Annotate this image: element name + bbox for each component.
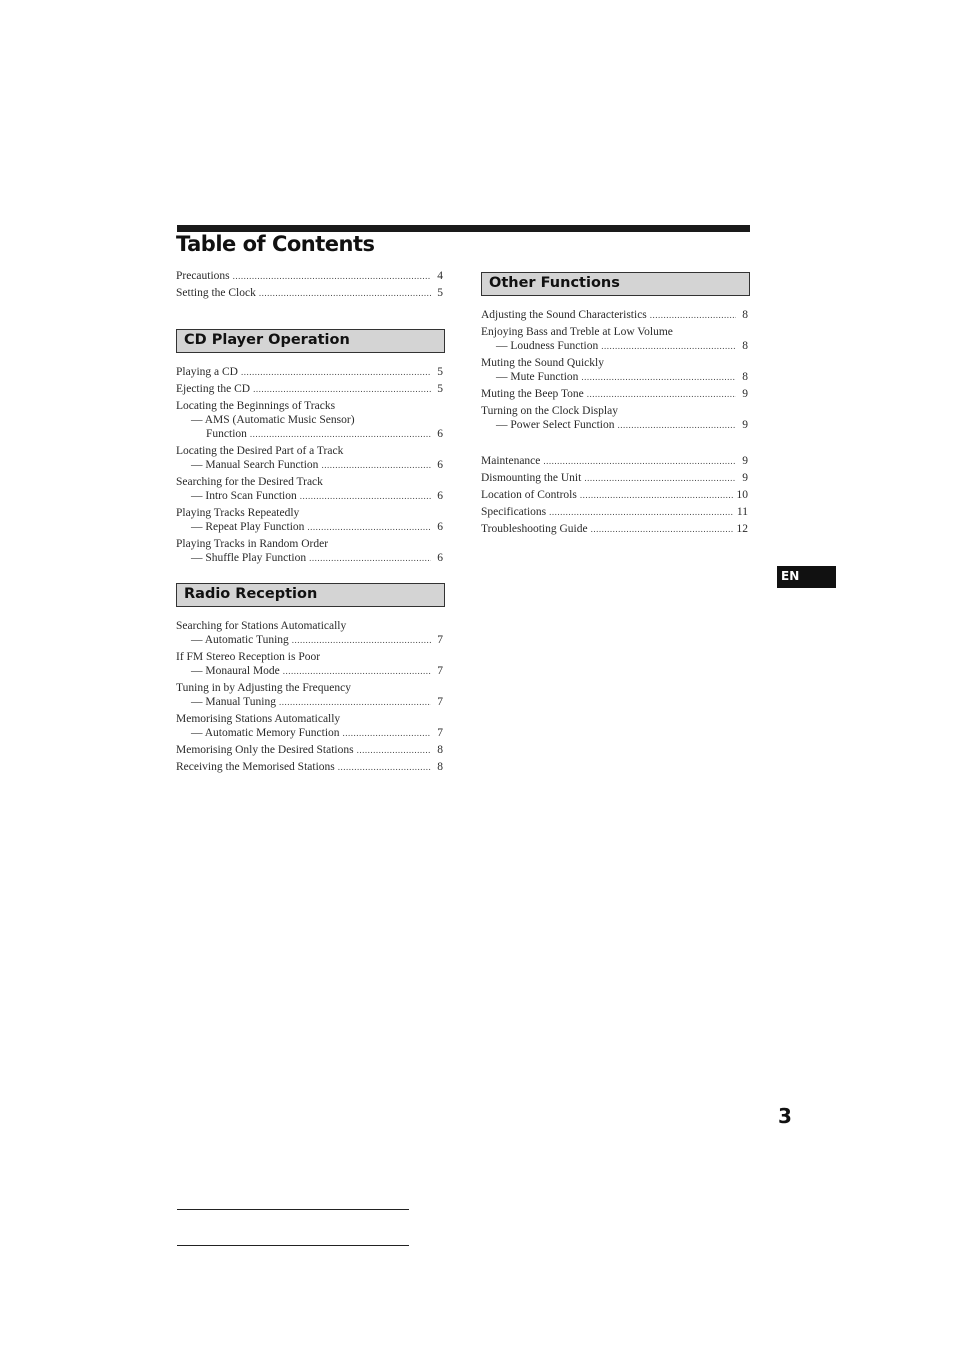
toc-entry	[176, 382, 445, 396]
toc-entry-text: Location of Controls	[481, 489, 577, 501]
toc-page-number: 10	[736, 489, 748, 501]
toc-page-number: 9	[742, 388, 748, 400]
toc-line	[176, 551, 445, 565]
toc-entry-text: Playing Tracks in Random Order	[176, 538, 329, 550]
toc-entry	[481, 387, 750, 401]
toc-entry	[176, 475, 445, 503]
toc-entry	[481, 522, 750, 536]
title-rule	[177, 225, 750, 232]
section-cd-player	[176, 329, 445, 568]
dot-leader	[357, 743, 431, 757]
toc-entry	[481, 488, 750, 502]
toc-entry-text: If FM Stereo Reception is Poor	[176, 651, 321, 663]
dot-leader	[279, 695, 431, 709]
toc-page-number: 8	[742, 371, 748, 383]
toc-line	[481, 308, 750, 322]
toc-page-number: 9	[742, 472, 748, 484]
toc-entry	[176, 681, 445, 709]
toc-line	[176, 489, 445, 503]
toc-page-number: 8	[437, 761, 443, 773]
toc-line	[176, 633, 445, 647]
toc-page-number: 7	[437, 634, 443, 646]
toc-page-number: 4	[437, 270, 443, 282]
toc-line	[481, 471, 750, 485]
toc-entry	[481, 404, 750, 432]
toc-entry-text: — Shuffle Play Function	[191, 552, 307, 564]
toc-entry-text: Searching for the Desired Track	[176, 476, 323, 488]
dot-leader	[618, 418, 737, 432]
dot-leader	[307, 520, 431, 534]
toc-entry-text: — Automatic Memory Function	[191, 727, 340, 739]
section-other-functions	[481, 272, 750, 435]
toc-page-number: 8	[437, 744, 443, 756]
toc-entry-text: — Loudness Function	[496, 340, 599, 352]
dot-leader	[233, 269, 431, 283]
dot-leader	[587, 387, 736, 401]
toc-entry-text: Muting the Sound Quickly	[481, 357, 604, 369]
dot-leader	[309, 551, 431, 565]
toc-line	[176, 382, 445, 396]
dot-leader	[543, 454, 736, 468]
toc-line	[481, 454, 750, 468]
toc-entry	[176, 269, 445, 283]
toc-entry	[481, 454, 750, 468]
toc-page-number: 9	[742, 455, 748, 467]
dot-leader	[253, 382, 431, 396]
toc-line	[481, 488, 750, 502]
toc-line	[176, 726, 445, 740]
toc-entry-text: — AMS (Automatic Music Sensor)	[191, 414, 355, 426]
section-heading-other: Other Functions	[481, 272, 750, 296]
toc-entry-text: — Intro Scan Function	[191, 490, 297, 502]
toc-line	[481, 522, 750, 536]
toc-cd-list	[176, 365, 445, 565]
toc-line	[481, 370, 750, 384]
dot-leader	[591, 522, 734, 536]
section-heading-cd-player: CD Player Operation	[176, 329, 445, 353]
toc-entry	[176, 760, 445, 774]
toc-page-number: 11	[736, 506, 748, 518]
dot-leader	[250, 427, 431, 441]
dot-leader	[292, 633, 431, 647]
toc-entry	[481, 471, 750, 485]
toc-page-number: 8	[742, 340, 748, 352]
toc-entry	[176, 743, 445, 757]
toc-entry-text: Setting the Clock	[176, 287, 256, 299]
toc-line	[176, 365, 445, 379]
section-radio	[176, 583, 445, 777]
toc-entry	[176, 506, 445, 534]
toc-entry	[176, 537, 445, 565]
toc-entry-text: Tuning in by Adjusting the Frequency	[176, 682, 351, 694]
toc-line	[481, 387, 750, 401]
toc-page-number: 5	[437, 287, 443, 299]
page-title: Table of Contents	[176, 232, 375, 256]
toc-entry-text: Function	[206, 428, 247, 440]
toc-entry-text: — Manual Search Function	[191, 459, 319, 471]
toc-line	[176, 743, 445, 757]
dot-leader	[650, 308, 736, 322]
toc-line	[176, 286, 445, 300]
toc-line	[176, 269, 445, 283]
page-number: 3	[778, 1104, 792, 1128]
toc-entry	[176, 399, 445, 441]
toc-entry-text: Adjusting the Sound Characteristics	[481, 309, 647, 321]
toc-entry-text: — Manual Tuning	[191, 696, 276, 708]
toc-page-number: 6	[437, 490, 443, 502]
toc-entry-text: — Automatic Tuning	[191, 634, 289, 646]
toc-misc-list	[481, 454, 750, 539]
toc-line	[176, 427, 445, 441]
dot-leader	[241, 365, 431, 379]
toc-entry	[481, 356, 750, 384]
toc-entry-text: Specifications	[481, 506, 547, 518]
dot-leader	[343, 726, 431, 740]
toc-page-number: 12	[736, 523, 748, 535]
dot-leader	[300, 489, 431, 503]
toc-page-number: 5	[437, 366, 443, 378]
toc-page-number: 7	[437, 696, 443, 708]
dot-leader	[581, 370, 736, 384]
toc-entry-text: Dismounting the Unit	[481, 472, 582, 484]
dot-leader	[601, 339, 736, 353]
toc-line	[176, 458, 445, 472]
toc-line	[176, 520, 445, 534]
toc-entry-text: Maintenance	[481, 455, 541, 467]
toc-entry	[481, 308, 750, 322]
dot-leader	[259, 286, 431, 300]
toc-other-list	[481, 308, 750, 432]
toc-line	[176, 760, 445, 774]
toc-entry-text: Troubleshooting Guide	[481, 523, 588, 535]
toc-entry-text: Enjoying Bass and Treble at Low Volume	[481, 326, 673, 338]
toc-entry	[481, 505, 750, 519]
toc-line	[481, 505, 750, 519]
toc-entry-text: — Power Select Function	[496, 419, 615, 431]
toc-radio-list	[176, 619, 445, 774]
toc-entry	[176, 444, 445, 472]
toc-line	[481, 418, 750, 432]
dot-leader	[321, 458, 431, 472]
toc-page-number: 9	[742, 419, 748, 431]
toc-line	[176, 695, 445, 709]
dot-leader	[549, 505, 734, 519]
toc-entry-text: Playing Tracks Repeatedly	[176, 507, 300, 519]
toc-entry-text: Searching for Stations Automatically	[176, 620, 347, 632]
toc-entry-text: Memorising Stations Automatically	[176, 713, 341, 725]
toc-entry-text: Playing a CD	[176, 366, 238, 378]
toc-entry-text: Locating the Desired Part of a Track	[176, 445, 344, 457]
toc-page-number: 7	[437, 727, 443, 739]
toc-page-number: 6	[437, 552, 443, 564]
toc-entry	[176, 650, 445, 678]
toc-entry-text: — Monaural Mode	[191, 665, 280, 677]
toc-entry	[481, 325, 750, 353]
toc-entry-text: Precautions	[176, 270, 230, 282]
dot-leader	[580, 488, 734, 502]
toc-entry-text: Ejecting the CD	[176, 383, 251, 395]
toc-page-number: 5	[437, 383, 443, 395]
section-heading-radio: Radio Reception	[176, 583, 445, 607]
toc-entry	[176, 365, 445, 379]
footer-rule-2	[177, 1245, 409, 1246]
language-tab: EN	[777, 566, 836, 588]
toc-page-number: 7	[437, 665, 443, 677]
footer-rule-1	[177, 1209, 409, 1210]
toc-entry-text: Receiving the Memorised Stations	[176, 761, 335, 773]
toc-page-number: 6	[437, 521, 443, 533]
toc-line	[481, 339, 750, 353]
toc-page-number: 8	[742, 309, 748, 321]
toc-entry-text: Locating the Beginnings of Tracks	[176, 400, 336, 412]
toc-entry	[176, 712, 445, 740]
toc-line	[176, 664, 445, 678]
toc-entry	[176, 619, 445, 647]
toc-entry-text: Turning on the Clock Display	[481, 405, 618, 417]
toc-page-number: 6	[437, 428, 443, 440]
dot-leader	[338, 760, 431, 774]
dot-leader	[584, 471, 736, 485]
toc-entry	[176, 286, 445, 300]
toc-entry-text: — Repeat Play Function	[191, 521, 305, 533]
toc-page-number: 6	[437, 459, 443, 471]
toc-entry-text: Muting the Beep Tone	[481, 388, 584, 400]
toc-entry-text: Memorising Only the Desired Stations	[176, 744, 354, 756]
dot-leader	[283, 664, 431, 678]
toc-entry-text: — Mute Function	[496, 371, 579, 383]
toc-intro-list	[176, 269, 445, 303]
